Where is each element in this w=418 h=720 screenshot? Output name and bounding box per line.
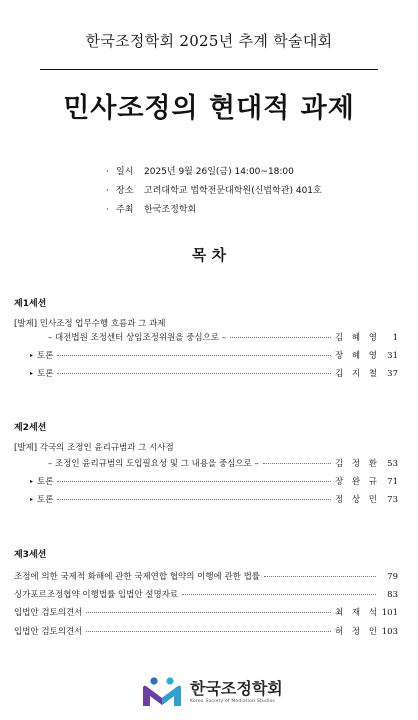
- logo-text: [190, 678, 283, 704]
- discussion-label: 토론: [37, 351, 54, 361]
- session1-paper-page: 1: [392, 333, 398, 343]
- session2-paper-page: 53: [387, 459, 398, 469]
- session1-paper-row: [48, 331, 398, 343]
- session1-discussion2-page: 37: [387, 369, 398, 379]
- event-info: [106, 163, 322, 220]
- session3-item4-row: [14, 625, 398, 637]
- conference-title: 민사조정의 현대적 과제: [63, 93, 355, 124]
- mediation-logo-icon: [140, 676, 184, 708]
- dot-leader: [57, 373, 331, 374]
- info-host: [106, 201, 322, 220]
- info-label: 주최: [116, 205, 134, 215]
- session2-paper-row: [48, 457, 398, 469]
- society-logo: [140, 676, 283, 708]
- session3-item3-page: 101: [381, 608, 398, 618]
- info-value: 고려대학교 법학전문대학원(신법학관) 401호: [144, 186, 322, 196]
- triangle-bullet-icon: ▸: [30, 478, 34, 485]
- session2-discussion2-row: [30, 493, 398, 505]
- session2-paper-author: 김 정 환: [334, 459, 380, 469]
- dot-leader: [57, 355, 331, 356]
- session3-item1-page: 79: [387, 572, 398, 582]
- triangle-bullet-icon: ▸: [30, 370, 34, 377]
- dot-leader: [230, 337, 331, 338]
- session3-item3-row: [14, 606, 398, 618]
- session2-discussion2-page: 73: [387, 495, 398, 505]
- session3-item4-author: 허 정 인: [334, 627, 380, 637]
- session1-title: 제1세션: [14, 299, 47, 309]
- session2-discussion1-page: 71: [387, 477, 398, 487]
- logo-name: 한국조정학회: [190, 678, 283, 698]
- dot-leader: [86, 612, 331, 613]
- discussion-label: 토론: [37, 369, 54, 379]
- bullet-icon: ·: [106, 205, 109, 215]
- session3-item3-author: 최 재 석: [334, 608, 380, 618]
- triangle-bullet-icon: ▸: [30, 496, 34, 503]
- session1-paper-title: [발제] 민사조정 업무수행 흐름과 그 과제: [14, 319, 166, 329]
- conference-subtitle: 한국조정학회 2025년 추계 학술대회: [85, 32, 333, 50]
- session2-title: 제2세션: [14, 423, 47, 433]
- session2-discussion2-author: 정 상 민: [334, 495, 380, 505]
- discussion-label: 토론: [37, 477, 54, 487]
- session3-item2-page: 83: [387, 590, 398, 600]
- discussion-label: 토론: [37, 495, 54, 505]
- session1-paper-author: 김 혜 영: [334, 333, 380, 343]
- session3-item4-text: 입법안 검토의견서: [14, 627, 83, 637]
- info-venue: [106, 182, 322, 201]
- dot-leader: [57, 499, 331, 500]
- session1-discussion1-page: 31: [387, 351, 398, 361]
- session1-discussion1-row: [30, 349, 398, 361]
- session3-title: 제3세션: [14, 550, 47, 560]
- session3-item3-text: 입법안 검토의견서: [14, 608, 83, 618]
- session1-paper-subtitle: – 대전법원 조정센터 상임조정위원을 중심으로 –: [48, 333, 227, 343]
- header-divider: [40, 69, 378, 70]
- logo-english-name: Korea Society of Mediation Studies: [190, 698, 275, 704]
- dot-leader: [264, 576, 376, 577]
- triangle-bullet-icon: ▸: [30, 352, 34, 359]
- session3-item4-page: 103: [381, 627, 398, 637]
- session2-discussion1-row: [30, 475, 398, 487]
- session2-discussion1-author: 장 완 규: [334, 477, 380, 487]
- session2-paper-subtitle: – 조정인 윤리규범의 도입필요성 및 그 내용을 중심으로 –: [48, 459, 259, 469]
- info-value: 2025년 9월 26일(금) 14:00~18:00: [144, 167, 294, 177]
- dot-leader: [263, 463, 331, 464]
- session2-paper-title: [발제] 각국의 조정인 윤리규범과 그 시사점: [14, 443, 174, 453]
- session1-discussion2-author: 김 지 철: [334, 369, 380, 379]
- session3-item1-row: [14, 570, 398, 582]
- dot-leader: [182, 594, 376, 595]
- toc-heading: 목 차: [191, 246, 227, 264]
- session1-discussion2-row: [30, 367, 398, 379]
- info-label: 일시: [116, 167, 134, 177]
- bullet-icon: ·: [106, 186, 109, 196]
- bullet-icon: ·: [106, 167, 109, 177]
- info-date: [106, 163, 322, 182]
- session1-discussion1-author: 장 혜 영: [334, 351, 380, 361]
- session3-item2-row: [14, 588, 398, 600]
- dot-leader: [57, 481, 331, 482]
- dot-leader: [86, 631, 331, 632]
- session3-item1-text: 조정에 의한 국제적 화해에 관한 국제연합 협약의 이행에 관한 법률: [14, 572, 261, 582]
- info-value: 한국조정학회: [144, 205, 197, 215]
- info-label: 장소: [116, 186, 134, 196]
- session3-item2-text: 싱가포르조정협약 이행법률 입법안 설명자료: [14, 590, 179, 600]
